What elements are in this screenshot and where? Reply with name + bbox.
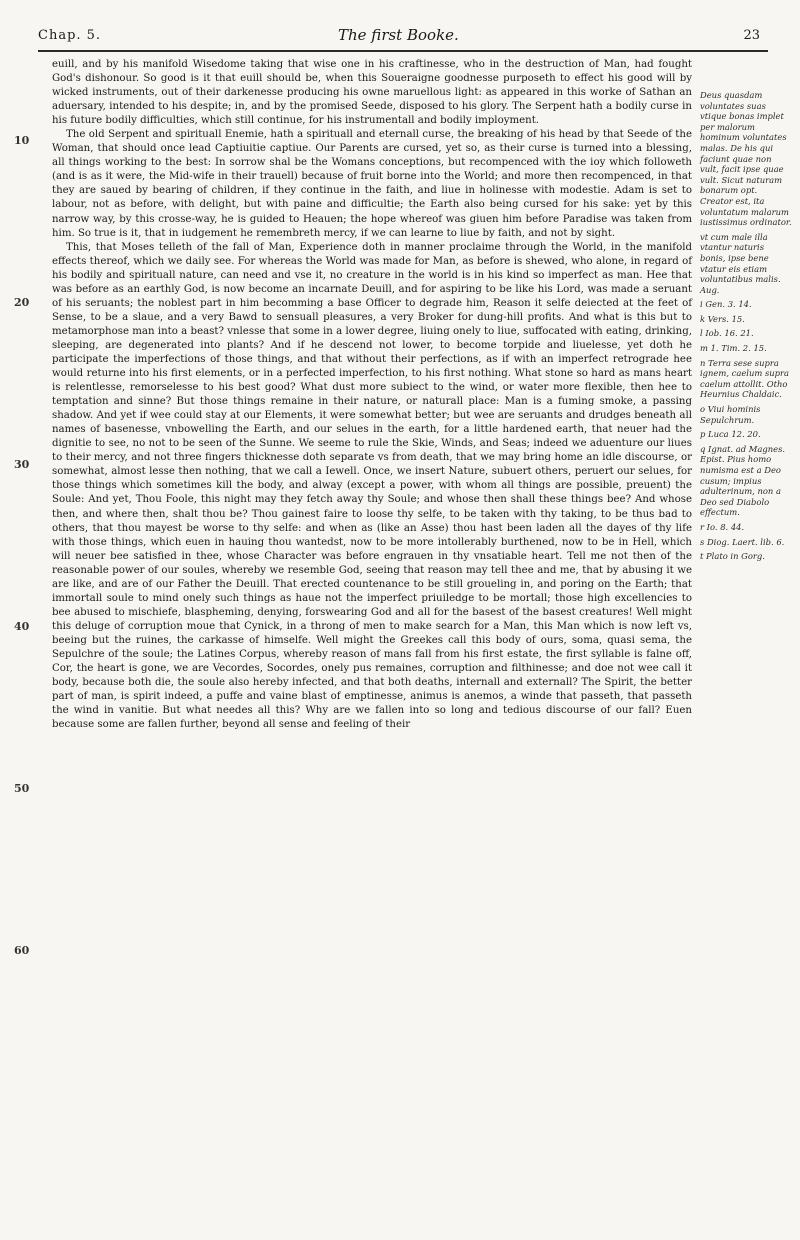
margin-note: Deus quasdam voluntates suas vtique bonas implet per malorum hominum voluntates malas. De his qui faciunt quae non vult, facit ipse quae vult. Sicut naturam bonarum opt. Creator est, ita voluntatum malarum iustissimus ordinator.	[700, 90, 792, 228]
margin-note: p Luca 12. 20.	[700, 429, 761, 440]
main-text	[52, 58, 692, 732]
margin-note: k Vers. 15.	[700, 313, 745, 324]
margin-notes	[700, 90, 792, 566]
line-number: 30	[14, 458, 30, 471]
margin-note: t Plato in Gorg.	[700, 551, 765, 562]
paragraph: This, that Moses telleth of the fall of Man, Experience doth in manner proclaime through the World, in the manifold effects thereof, which we daily see. For whereas the World was made for Man, as before is shewed, who alone, in regard of his bodily and spirituall nature, can need and vse it, no creature in the world is in his kind so imperfect as man. Hee that was before as an earthly God, is now become an incarnate Deuill, and for aspiring to be like his Lord, was made a seruant of his seruants; the noblest part in him becomming a base Officer to degrade him, Reason it selfe deiected at the feet of Sense, to be a slaue, and a very Bawd to sensuall pleasures, a very Broker for dung-hill profits. And what is this but to metamorphose man into a beast? vnlesse that some in a lower degree, liuing onely to liue, suffocated with eating, drinking, sleeping, are degenerated into plants? And if he descend not lower, to become torpide and liuelesse, yet doth he participate the imperfections of those things, and that without their perfections, as if with an imperfect retrograde hee would returne into his first elements, or in a perfected imperfection, to his first nothing. What stone so hard as mans heart is relentlesse, remorselesse to his best good? What dust more subiect to the wind, or water more flexible, then hee to temptation and sinne? But those things remaine in their nature, or naturall place: Man is a fuming smoke, a passing shadow. And yet if wee could stay at our Elements, it were somewhat better; but wee are seruants and drudges beneath all names of basenesse, vnbowelling the Earth, and our selues in the earth, for a little hardened earth, that neuer had the dignitie to see, no not to be seen of the Sunne. We seeme to rule the Skie, Winds, and Seas; indeed we aduenture our liues to their mercy, and not three fingers thicknesse doth separate vs from death, that we may bring home an idle discourse, or somewhat, almost lesse then nothing, that we call a Iewell. Once, we insert Nature, subuert others, peruert our selues, for those things which sometimes kill the body, and alway (except a power, with whom all things are possible, preuent) the Soule: And yet, Thou Foole, this night may they fetch away thy Soule; and whose then shall these things bee? And whose then, and where then, shalt thou be? Thou gainest faire to loose thy selfe, to be taken with thy taking, to be thus bad to others, that thou mayest be worse to thy selfe: and when as (like an Asse) thou hast been laden all the dayes of thy life with those things, which euen in hauing thou wantedst, now to be more intollerably burthened, now to be in Hell, which will neuer bee satisfied in thee, whose Character was before engrauen in thy vnsatiable heart. Tell me not then of the reasonable power of our soules, whereby we resemble God, seeing that reason may tell thee and me, that by abusing it we are like, and are of our Father the Deuill. That erected countenance to be still groueling in, and poring on the Earth; that immortall soule to mind onely such things as haue not the imperfect priuiledge to be mortall; those high excellencies to bee abused to mischiefe, blaspheming, denying, forswearing God and all for the basest of the basest creatures! Well might this deluge of corruption moue that Cynick, in a throng of men to make search for a Man, this Man which is now left vs, beeing but the ruines, the carkasse of himselfe. Well might the Greekes call this body of ours, soma, quasi sema, the Sepulchre of the soule; the Latines Corpus, whereby reason of mans fall from his first estate, the first syllable is falne off, Cor, the heart is gone, we are Vecordes, Socordes, onely pus remaines, corruption and filthinesse; and doe not wee call it body, because both die, the soule also hereby infected, and that both deaths, internall and externall? The Spirit, the better part of man, is spirit indeed, a puffe and vaine blast of emptinesse, animus is anemos, a winde that passeth, that passeth the wind in vanitie. But what needes all this? Why are we fallen into so long and tedious discourse of our fall? Euen because some are fallen further, beyond all sense and feeling of their	[52, 241, 692, 731]
book-title: The first Booke.	[338, 26, 459, 44]
margin-note: l Iob. 16. 21.	[700, 328, 754, 339]
line-number: 50	[14, 782, 30, 795]
line-number: 20	[14, 296, 30, 309]
margin-note: n Terra sese supra ignem, caelum supra caelum attollit. Otho Heurnius Chaldaic.	[700, 357, 790, 400]
margin-note: vt cum male illa vtantur naturis bonis, ipse bene vtatur eis etiam voluntatibus malis. Aug.	[700, 231, 781, 295]
margin-note: i Gen. 3. 14.	[700, 299, 752, 310]
margin-note: m 1. Tim. 2. 15.	[700, 343, 767, 354]
page-number: 23	[743, 28, 760, 43]
line-number: 60	[14, 944, 30, 957]
header-rule	[38, 50, 768, 52]
margin-note: o Viui hominis Sepulchrum.	[700, 404, 761, 425]
paragraph: euill, and by his manifold Wisedome taking that wise one in his craftinesse, who in the destruction of Man, had fought God's dishonour. So good is it that euill should be, when this Soueraigne goodnesse purposeth to effect his good will by wicked instruments, out of their darkenesse producing his owne maruellous light: as appeared in this worke of Sathan an aduersary, intended to his despite; in, and by the promised Seede, disposed to his glory. The Serpent hath a bodily curse in his future bodily difficulties, which still continue, for his instrumentall and bodily imployment.	[52, 59, 692, 127]
chapter-label: Chap. 5.	[38, 28, 102, 43]
paragraph: The old Serpent and spirituall Enemie, hath a spirituall and eternall curse, the breaking of his head by that Seede of the Woman, that should once lead Captiuitie captiue. Our Parents are cursed, yet so, as their curse is turned into a blessing, all things working to the best: In sorrow shal be the Womans conceptions, but recompenced with the ioy which followeth (and is as it were, the Mid-wife in their trauell) because of fruit borne into the World; and more then recompenced, in that they are saued by bearing of children, if they continue in the faith, and liue in holinesse with modestie. Adam is set to labour, not as before, with delight, but with paine and difficultie; the Earth also being cursed for his sake: yet by this narrow way, by this crosse-way, he is guided to Heauen; the hope whereof was giuen him before Paradise was taken from him. So true is it, that in iudgement he remembreth mercy, if we can learne to liue by faith, and not by sight.	[52, 129, 692, 239]
line-number: 10	[14, 134, 30, 147]
margin-note: s Diog. Laert. lib. 6.	[700, 536, 785, 547]
line-number: 40	[14, 620, 30, 633]
margin-note: r Io. 8. 44.	[700, 521, 745, 532]
running-header	[38, 28, 760, 52]
margin-note: q Ignat. ad Magnes. Epist. Pius homo numisma est a Deo cusum; impius adulterinum, non a Deo sed Diabolo effectum.	[700, 443, 786, 518]
